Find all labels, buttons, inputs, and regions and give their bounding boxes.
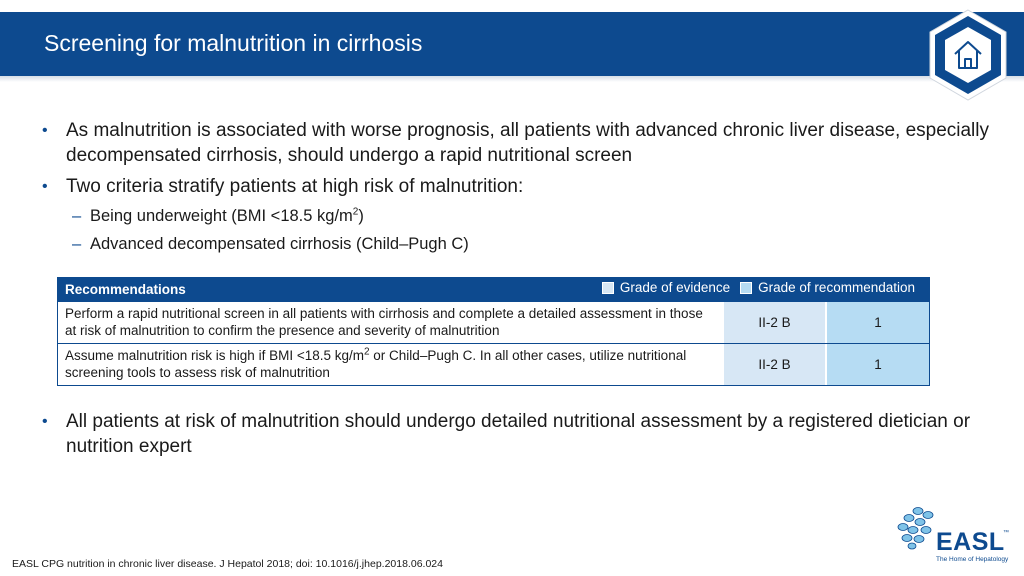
recommendation-grade: 1 [825, 344, 929, 385]
sub-bullet-item [40, 233, 1000, 255]
bullet-list-after [40, 409, 1000, 465]
home-button[interactable] [928, 8, 1008, 102]
table-row [58, 343, 929, 385]
bullet-dot-icon: • [42, 178, 48, 195]
table-row [58, 301, 929, 343]
bullet-dot-icon: • [42, 122, 48, 139]
sub-bullet-text-end: ) [358, 207, 364, 225]
sub-bullet-text: Advanced decompensated cirrhosis (Child–Pugh C) [90, 235, 469, 253]
table-header [58, 278, 929, 301]
legend-recommendation: Grade of recommendation [758, 280, 915, 295]
recommendation-text-start: Assume malnutrition risk is high if BMI <18.5 kg/m [65, 348, 364, 363]
bullet-item [40, 409, 1000, 459]
evidence-grade: II-2 B [723, 344, 825, 385]
bullet-list [40, 118, 1000, 261]
sub-bullet-item [40, 205, 1000, 227]
bullet-text: As malnutrition is associated with worse prognosis, all patients with advanced chronic liver disease, especially decompensated cirrhosis, should undergo a rapid nutritional screen [66, 120, 990, 166]
evidence-swatch [602, 282, 614, 294]
bullet-item [40, 118, 1000, 168]
bullet-text: All patients at risk of malnutrition should undergo detailed nutritional assessment by a registered dietician or nutrition expert [66, 411, 971, 457]
dash-icon: – [72, 235, 82, 253]
recommendation-text [58, 344, 723, 385]
sub-bullet-text: Being underweight (BMI <18.5 kg/m [90, 207, 353, 225]
table-heading: Recommendations [65, 282, 186, 297]
recommendation-text: Perform a rapid nutritional screen in all patients with cirrhosis and complete a detailed assessment in those at risk of malnutrition to confirm the presence and severity of malnutrition [58, 302, 723, 343]
page-title: Screening for malnutrition in cirrhosis [44, 30, 423, 56]
logo-tagline: The Home of Hepatology [936, 556, 1009, 563]
legend [598, 280, 915, 295]
header-shadow [0, 76, 1024, 82]
home-icon [928, 8, 1008, 102]
superscript: 2 [352, 206, 359, 218]
recommendation-swatch [740, 282, 752, 294]
superscript: 2 [363, 346, 370, 358]
dash-icon: – [72, 207, 82, 225]
evidence-grade: II-2 B [723, 302, 825, 343]
recommendation-grade: 1 [825, 302, 929, 343]
citation-footer: EASL CPG nutrition in chronic liver disease. J Hepatol 2018; doi: 10.1016/j.jhep.2018.06.024 [12, 558, 443, 570]
bullet-text: Two criteria stratify patients at high risk of malnutrition: [66, 176, 524, 197]
cell-cluster-icon [896, 506, 936, 550]
legend-evidence: Grade of evidence [619, 280, 731, 295]
bullet-item [40, 174, 1000, 199]
logo-trademark: ™ [1003, 530, 1009, 536]
recommendation-text-end: or Child–Pugh C. In all other cases, utilize nutritional screening tools to assess risk of malnutrition [65, 348, 687, 380]
bullet-dot-icon: • [42, 413, 48, 430]
recommendations-table [57, 277, 930, 386]
logo-wordmark: EASL [936, 528, 1005, 556]
